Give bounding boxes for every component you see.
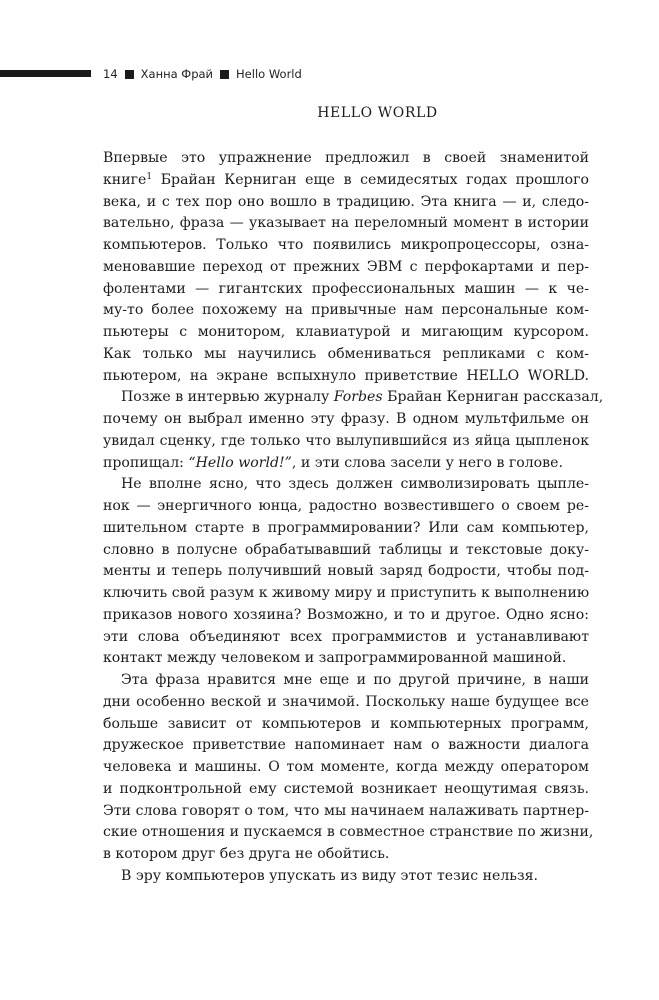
text-line: Впервые это упражнение предложил в своей знаменитой	[103, 150, 589, 166]
text-fragment: пропищал:	[103, 454, 189, 471]
text-fragment: , и эти слова засели у него в голове.	[291, 454, 563, 471]
text-line: почему он выбрал именно эту фразу. В одном мультфильме он	[103, 411, 589, 427]
text-fragment: Позже в интервью журналу	[121, 389, 334, 406]
text-line: приказов нового хозяина? Возможно, и то и другое. Одно ясно:	[103, 606, 589, 623]
text-line: нок — энергичного юнца, радостно возвестившего о своем ре-	[103, 498, 589, 514]
text-line: Не вполне ясно, что здесь должен символизировать цыпле-	[121, 476, 589, 493]
text-fragment: Брайан Керниган еще в семидесятых годах прошлого	[152, 171, 589, 188]
text-line: ские отношения и пускаемся в совместное странствие по жизни,	[103, 824, 594, 841]
text-line: шительном старте в программировании? Или сам компьютер,	[103, 519, 589, 536]
text-fragment: книге	[103, 171, 147, 188]
text-line	[103, 387, 604, 409]
paragraph-2	[103, 387, 604, 474]
header-rule	[0, 70, 91, 77]
paragraph-4	[103, 670, 594, 866]
paragraph-1	[103, 148, 589, 387]
text-line	[103, 170, 589, 192]
text-line: человека и машины. О том моменте, когда между оператором	[103, 759, 589, 775]
text-line: Эта фраза нравится мне еще и по другой причине, в наши	[121, 672, 589, 688]
text-line	[103, 453, 589, 475]
running-header	[0, 63, 659, 85]
text-line: века, и с тех пор оно вошло в традицию. Эта книга — и, следо-	[103, 193, 589, 210]
text-line: словно в полусне обрабатывавший таблицы и текстовые доку-	[103, 541, 589, 558]
text-line: пьютеры с монитором, клавиатурой и мигающим курсором.	[103, 324, 589, 340]
text-line: пьютером, на экране вспыхнуло приветствие HELLO WORLD.	[103, 367, 589, 384]
text-line: В эру компьютеров упускать из виду этот тезис нельзя.	[121, 867, 539, 884]
text-line: меновавшие переход от прежних ЭВМ с перфокартами и пер-	[103, 258, 589, 275]
text-line: дружеское приветствие напоминает нам о важности диалога	[103, 737, 589, 754]
text-fragment: Брайан Керниган рассказал,	[382, 389, 604, 406]
chapter-title: HELLO WORLD	[317, 105, 438, 121]
text-line: контакт между человеком и запрограммированной машиной.	[103, 650, 567, 667]
text-line: увидал сценку, где только что вылупившийся из яйца цыпленок	[103, 432, 589, 449]
square-separator-icon	[220, 70, 229, 79]
text-line: ключить свой разум к живому миру и приступить к выполнению	[103, 585, 590, 601]
text-line: вательно, фраза — указывает на переломный момент в истории	[103, 215, 589, 232]
text-line: эти слова объединяют всех программистов и устанавливают	[103, 628, 589, 645]
text-line: менты и теперь получивший новый заряд бодрости, чтобы под-	[103, 563, 589, 580]
quoted-phrase: “Hello world!”	[188, 454, 292, 471]
footnote-marker[interactable]: 1	[146, 171, 153, 182]
paragraph-3	[103, 474, 589, 670]
text-line: больше зависит от компьютеров и компьютерных программ,	[103, 715, 589, 732]
text-line: фолентами — гигантских профессиональных машин — к че-	[103, 280, 589, 297]
page-number: 14	[103, 67, 118, 81]
text-line: му-то более похожему на привычные нам персональные ком-	[103, 302, 589, 319]
text-line: в котором друг без друга не обойтись.	[103, 846, 390, 862]
text-line: Как только мы научились обмениваться репликами с ком-	[103, 345, 589, 362]
square-separator-icon	[125, 70, 134, 79]
header-text	[103, 63, 302, 85]
text-line: и подконтрольной ему системой возникает неощутимая связь.	[103, 780, 589, 797]
header-author: Ханна Фрай	[140, 67, 214, 81]
text-line: Эти слова говорят о том, что мы начинаем налаживать партнер-	[103, 802, 589, 819]
paragraph-5	[103, 866, 589, 888]
text-line: компьютеров. Только что появились микропроцессоры, озна-	[103, 237, 589, 253]
magazine-name: Forbes	[333, 389, 383, 406]
text-line: дни особенно веской и значимой. Поскольку наше будущее все	[103, 693, 589, 710]
header-book-title: Hello World	[236, 67, 302, 81]
body-text	[103, 148, 604, 888]
